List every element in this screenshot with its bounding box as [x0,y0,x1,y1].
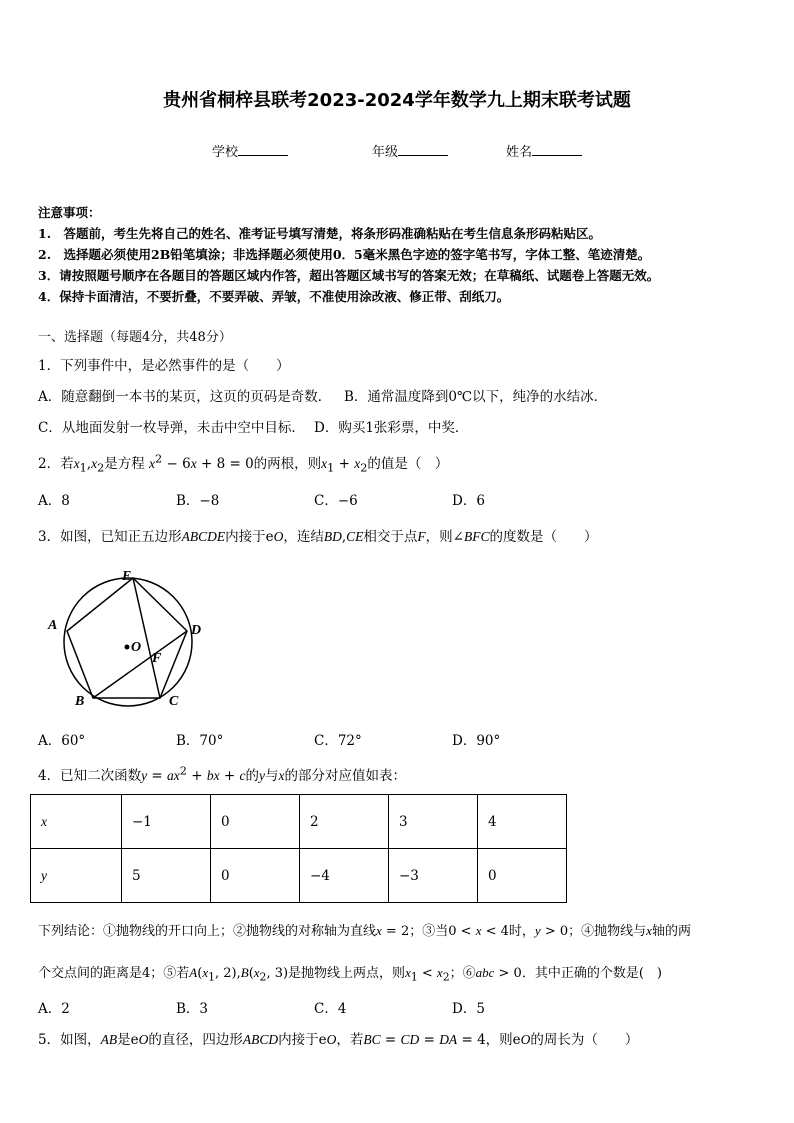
grade-field [372,141,448,160]
q3-text: 3．如图，已知正五边形 [38,529,182,545]
table-cell: 0 [211,795,300,849]
segment-ce [133,578,160,698]
math-equation: x [149,456,156,471]
q2-stem: 2．若$x_1,x_2$是方程 $x^2 - 6x + 8 = 0$的两根，则$x_1 + x_2$的值是（ ） [38,452,449,475]
q4-text: 4．已知二次函数 [38,768,142,784]
section-heading: 一、选择题（每题4分，共48分） [38,330,232,345]
table-cell: −1 [122,795,211,849]
q4-text: 与 [264,768,279,784]
q2-option-c: C．−6 [314,493,358,509]
school-label: 学校 [212,145,239,160]
note-item: 3．请按照题号顺序在各题目的答题区域内作答，超出答题区域书写的答案无效；在草稿纸、试题卷上答题无效。 [38,268,660,283]
grade-label: 年级 [372,145,399,160]
note-item: 2. 选择题必须使用2B铅笔填涂；非选择题必须使用0．5毫米黑色字迹的签字笔书写，字体工整、笔迹清楚。 [38,247,651,262]
q2-text: 的两根，则 [253,456,322,472]
q4-option-d: D．5 [452,1001,485,1017]
label-b: B [75,694,85,709]
q3-text: 相交于点 [363,529,418,545]
table-cell: 5 [122,849,211,903]
table-cell: 0 [478,849,567,903]
name-field [506,141,582,160]
q3-option-d: D．90° [452,733,501,749]
q1-option-b: B．通常温度降到0℃以下，纯净的水结冰． [344,389,608,405]
pentagon-circle-figure [38,560,208,710]
q4-option-c: C．4 [314,1001,347,1017]
label-d: D [191,623,202,638]
pentagon [67,578,187,698]
q1-option-d: D．购买1张彩票，中奖． [314,420,469,436]
label-e: E [122,569,132,584]
page-title: 贵州省桐梓县联考2023-2024学年数学九上期末联考试题 [163,90,631,111]
name-blank [532,143,582,156]
table-cell: 3 [389,795,478,849]
q3-text: 内接于 [225,529,266,545]
q3-text: 的度数是（ ） [489,529,598,545]
q5-stem: 5．如图，AB是eO的直径，四边形ABCD内接于eO，若BC = CD = DA = 4，则eO的周长为（ ） [38,1032,639,1048]
table-cell: 4 [478,795,567,849]
label-o: O [131,640,142,655]
q4-conclusions-line1: 下列结论：①抛物线的开口向上；②抛物线的对称轴为直线x = 2；③当0 < x < 4时，y > 0；④抛物线与x轴的两 [38,923,691,939]
label-a: A [48,618,58,633]
table-cell: −3 [389,849,478,903]
q2-text: 是方程 [104,456,145,472]
q4-stem: 4．已知二次函数$y = ax^2$ + bx + c的y与x的部分对应值如表： [38,764,406,784]
q3-text: ，则 [425,529,453,545]
center-dot [125,645,130,650]
q2-text: 的值是（ ） [367,456,449,472]
name-label: 姓名 [506,145,533,160]
q3-text: ，连结 [283,529,324,545]
notes-heading: 注意事项： [38,205,101,220]
table-cell: 0 [211,849,300,903]
label-c: C [169,694,179,709]
q3-option-b: B．70° [176,733,224,749]
value-table [30,794,567,903]
school-field [212,141,288,160]
q3-option-c: C．72° [314,733,362,749]
q4-option-b: B．3 [176,1001,209,1017]
table-cell: −4 [300,849,389,903]
q1-option-c: C．从地面发射一枚导弹，未击中空中目标． [38,420,305,436]
q1-option-a: A．随意翻倒一本书的某页，这页的页码是奇数． [38,389,332,405]
q2-option-d: D．6 [452,493,485,509]
grade-blank [398,143,448,156]
q1-stem: 1．下列事件中，是必然事件的是（ ） [38,358,290,374]
q2-option-a: A．8 [38,493,70,509]
math-roots: x [73,456,80,471]
q4-option-a: A．2 [38,1001,70,1017]
note-item: 1. 答题前，考生先将自己的姓名、准考证号填写清楚，将条形码准确粘贴在考生信息条形码粘贴区。 [38,226,602,241]
table-row [31,849,567,903]
table-row [31,795,567,849]
table-cell: 2 [300,795,389,849]
q3-option-a: A．60° [38,733,86,749]
q4-conclusions-line2: 个交点间的距离是4；⑤若$A(x_1$, $2),B(x_2$, 3)是抛物线上两点，则$x_1 < x_2$；⑥abc > 0．其中正确的个数是( ) [38,965,662,984]
q2-option-b: B．−8 [176,493,220,509]
table-cell: x [31,795,122,849]
label-f: F [152,651,162,666]
q4-text: 的部分对应值如表： [284,768,406,784]
note-item: 4．保持卡面清洁，不要折叠，不要弄破、弄皱，不准使用涂改液、修正带、刮纸刀。 [38,289,510,304]
school-blank [238,143,288,156]
q3-stem: 3．如图，已知正五边形ABCDE内接于eO，连结BD,CE相交于点F，则∠BFC的度数是（ ） [38,529,598,545]
q4-text: 的 [245,768,259,784]
q2-text: 2．若 [38,456,74,472]
table-cell: y [31,849,122,903]
